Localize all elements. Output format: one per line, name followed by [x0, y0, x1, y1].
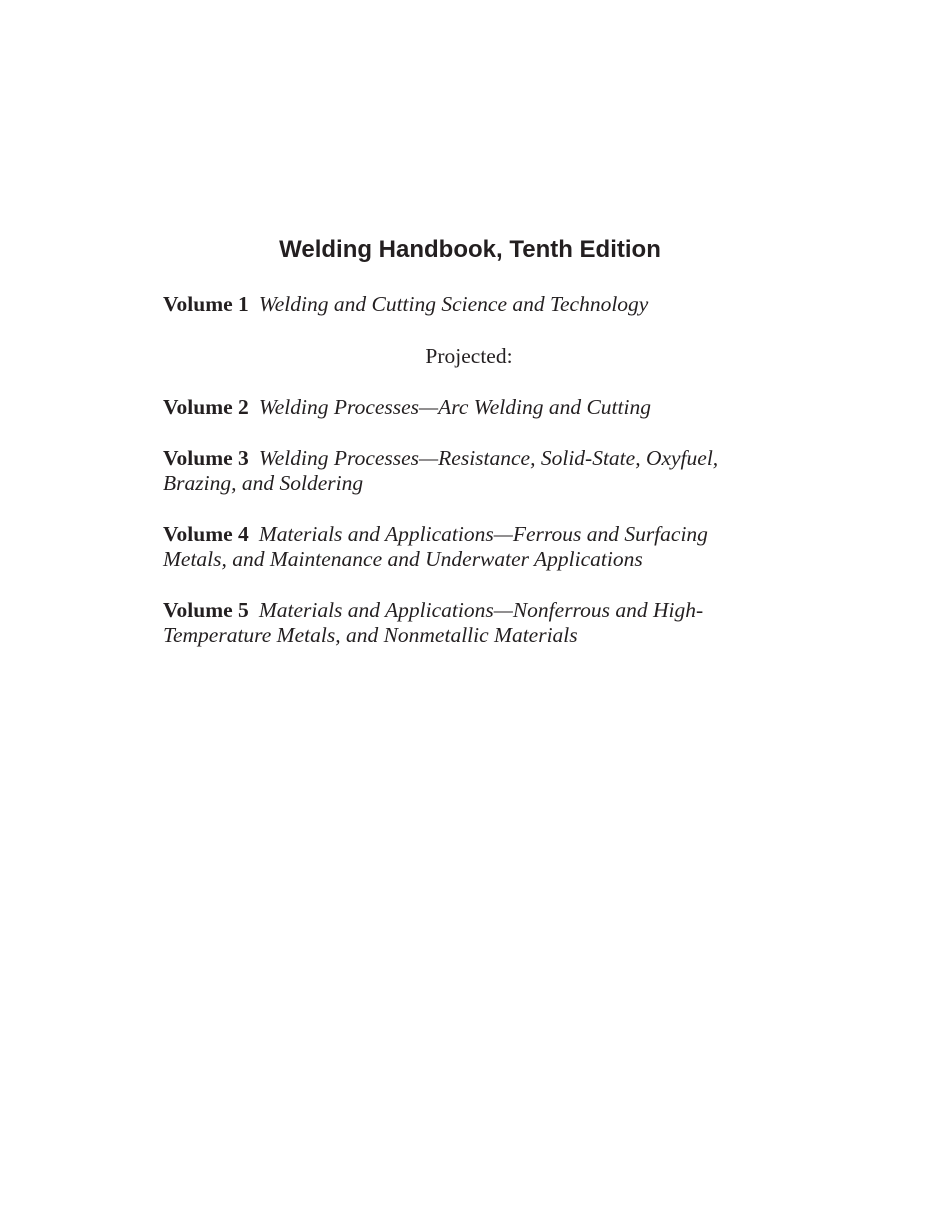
volume-entry-3: [163, 446, 773, 496]
volume-title: Welding Processes—Arc Welding and Cutting: [258, 395, 651, 419]
volume-label: Volume 1: [163, 292, 249, 316]
volume-entry-4: [163, 522, 773, 572]
volume-entry-2: [163, 395, 773, 420]
volume-title: Materials and Applications—Nonferrous and High-Temperature Metals, and Nonmetallic Materials: [163, 598, 704, 647]
volume-label: Volume 5: [163, 598, 249, 622]
volume-label: Volume 2: [163, 395, 249, 419]
volume-entry-5: [163, 598, 773, 648]
volume-entry-1: [163, 292, 773, 317]
volume-title: Welding and Cutting Science and Technology: [258, 292, 649, 316]
volume-label: Volume 4: [163, 522, 249, 546]
projected-heading: Projected:: [425, 344, 513, 368]
volume-label: Volume 3: [163, 446, 249, 470]
volume-title: Materials and Applications—Ferrous and Surfacing Metals, and Maintenance and Underwater Applications: [163, 522, 708, 571]
volume-title: Welding Processes—Resistance, Solid-State, Oxyfuel, Brazing, and Soldering: [163, 446, 719, 495]
page-title: Welding Handbook, Tenth Edition: [279, 236, 661, 263]
